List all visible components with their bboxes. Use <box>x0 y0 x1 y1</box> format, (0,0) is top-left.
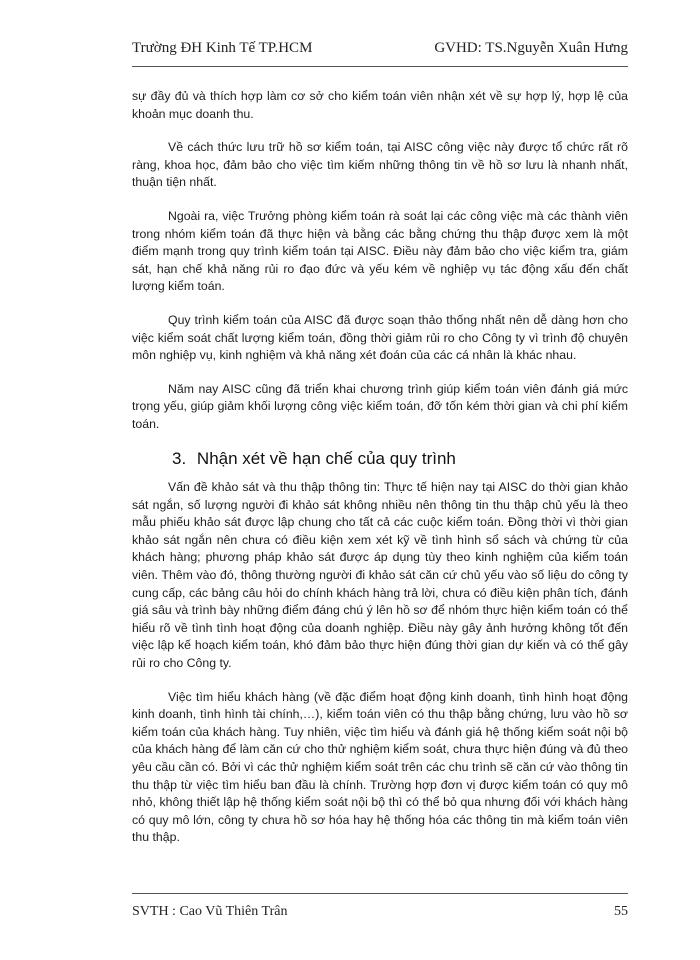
paragraph: Vấn đề khảo sát và thu thập thông tin: Thực tế hiện nay tại AISC do thời gian khảo sát ngắn, số lượng người đi khảo sát không nhiều nên thông tin thu thập chủ yếu là theo mẫu phiếu khảo sát được lập chung cho tất cả các cuộc kiểm toán. Đồng thời vì thời gian khảo sát ngắn nên chưa có điều kiện xem xét kỹ về tình hình sổ sách và chứng từ của khách hàng; phương pháp khảo sát được áp dụng tùy theo kinh nghiệm của kiểm toán viên. Thêm vào đó, thông thường người đi khảo sát căn cứ chủ yếu vào số liệu do công ty cung cấp, các bảng câu hỏi do chính khách hàng trả lời, chưa có điều kiện phân tích, đánh giá sâu và trình bày những điểm đáng chú ý lên hồ sơ để nhóm thực hiện kiểm toán có thể hiểu rõ về tình tình hoạt động của doanh nghiệp. Điều này gây ảnh hưởng không tốt đến việc lập kế hoạch kiểm toán, khó đảm bảo thực hiện đúng thời gian dự kiến và có thể gây rủi ro cho Công ty. <box>132 480 628 671</box>
page-header <box>132 40 628 57</box>
page-footer <box>132 904 628 920</box>
section-heading <box>172 450 628 468</box>
section-title: Nhận xét về hạn chế của quy trình <box>196 448 456 468</box>
footer-divider <box>132 893 628 894</box>
paragraph: Ngoài ra, việc Trưởng phòng kiểm toán rà soát lại các công việc mà các thành viên trong nhóm kiểm toán đã thực hiện và bằng các bằng chứng thu thập được xem là một điểm mạnh trong quy trình kiểm toán tại AISC. Điều này đảm bảo cho việc kiểm tra, giám sát, hạn chế khả năng rủi ro đạo đức và yếu kém về nghiệp vụ tác động xấu đến chất lượng kiểm toán. <box>132 208 628 294</box>
paragraph: Việc tìm hiểu khách hàng (về đặc điểm hoạt động kinh doanh, tình hình hoạt động kinh doanh, tình hình tài chính,…), kiểm toán viên có thu thập bằng chứng, lưu vào hồ sơ kiểm toán của khách hàng. Tuy nhiên, việc tìm hiểu và đánh giá hệ thống kiểm soát nội bộ của khách hàng để làm căn cứ cho thử nghiệm kiểm soát, chưa thực hiện đúng và đủ theo yêu cầu cần có. Bởi vì các thử nghiệm kiểm soát trên các chu trình sẽ căn cứ vào thông tin thu thập từ việc tìm hiểu ban đầu là chính. Trường hợp đơn vị được kiểm toán có quy mô nhỏ, không thiết lập hệ thống kiểm soát nội bộ thì có thể bỏ qua nhưng đối với khách hàng có quy mô lớn, công ty chưa hồ sơ hóa hay hệ thống hóa các thông tin mà kiểm toán viên thu thập. <box>132 689 628 845</box>
section-number: 3. <box>172 448 187 468</box>
paragraph: Về cách thức lưu trữ hồ sơ kiểm toán, tại AISC công việc này được tổ chức rất rõ ràng, khoa học, đảm bảo cho việc tìm kiếm những thông tin về hồ sơ lưu là nhanh nhất, thuận tiện nhất. <box>132 140 628 190</box>
paragraph-continuation: sự đầy đủ và thích hợp làm cơ sở cho kiểm toán viên nhận xét về sự hợp lý, hợp lệ của khoản mục doanh thu. <box>132 89 628 121</box>
footer-student: SVTH : Cao Vũ Thiên Trân <box>132 904 288 919</box>
body-text <box>132 88 628 863</box>
header-supervisor: GVHD: TS.Nguyễn Xuân Hưng <box>434 40 628 56</box>
header-university: Trường ĐH Kinh Tế TP.HCM <box>132 40 313 56</box>
header-divider <box>132 66 628 67</box>
page-number: 55 <box>614 904 628 919</box>
paragraph: Năm nay AISC cũng đã triển khai chương trình giúp kiểm toán viên đánh giá mức trọng yếu, giúp giảm khối lượng công việc kiểm toán, đỡ tốn kém thời gian và chi phí kiểm toán. <box>132 381 628 431</box>
paragraph: Quy trình kiểm toán của AISC đã được soạn thảo thống nhất nên dễ dàng hơn cho việc kiểm soát chất lượng kiểm toán, đồng thời giảm rủi ro cho Công ty vì trình độ chuyên môn nghiệp vụ, kinh nghiệm và khả năng xét đoán của các cá nhân là khác nhau. <box>132 312 628 363</box>
